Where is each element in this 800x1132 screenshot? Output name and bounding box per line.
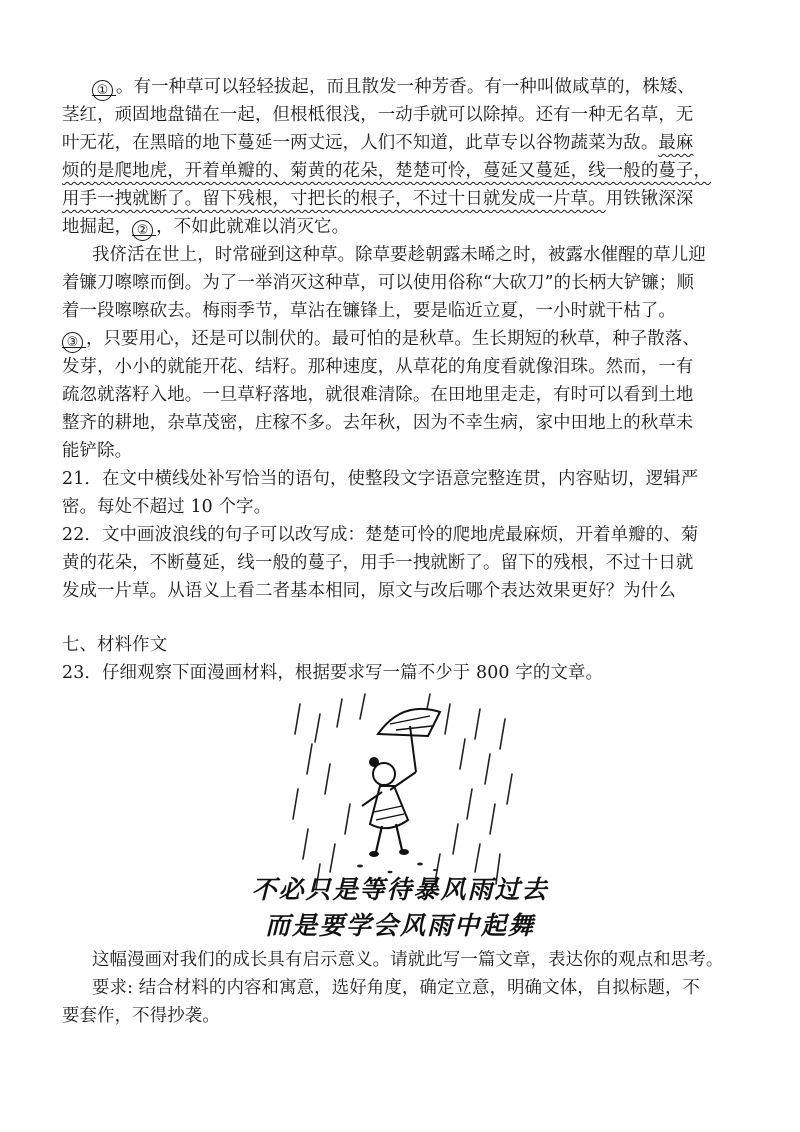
passage-p2-line4 xyxy=(62,326,752,353)
passage-p2-line2 xyxy=(62,270,752,297)
wavy-underlined-text: 烦的是爬地虎，开着单瓣的、菊黄的花朵，楚楚可怜，蔓延又蔓延，线一般的蔓子， xyxy=(62,161,712,181)
text: ，不如此就难以消灭它。 xyxy=(156,217,350,237)
text: 密。每处不超过 10 个字。 xyxy=(62,497,272,517)
wavy-underlined-text: 用手一拽就断了。留下残根，寸把长的根子，不过十日就发成一片草。 xyxy=(62,189,606,209)
text: 要套作，不得抄袭。 xyxy=(62,1006,220,1026)
text: 21．在文中横线处补写恰当的语句，使整段文字语意完整连贯，内容贴切，逻辑严 xyxy=(62,469,699,489)
text: ，只要用心，还是可以制伏的。最可怕的是秋草。生长期短的秋草，种子散落、 xyxy=(86,329,700,349)
blank-marker-1: ① xyxy=(92,80,113,101)
girl xyxy=(362,757,416,857)
text: 。有一种草可以轻轻拔起，而且散发一种芳香。有一种叫做咸草的，株矮、 xyxy=(116,77,695,97)
text: 七、材料作文 xyxy=(62,635,168,655)
passage-p1-line1 xyxy=(62,74,752,101)
text: 用铁锹深深 xyxy=(605,189,694,209)
passage-p2-line8 xyxy=(62,438,752,465)
text: 发芽，小小的就能开花、结籽。那种速度，从草花的角度看就像泪珠。然而，一有 xyxy=(62,357,694,377)
text: 22．文中画波浪线的句子可以改写成：楚楚可怜的爬地虎最麻烦，开着单瓣的、菊 xyxy=(62,525,699,545)
text: 疏忽就落籽入地。一旦草籽落地，就很难清除。在田地里走走，有时可以看到土地 xyxy=(62,385,694,405)
cartoon-girl-dancing-in-rain xyxy=(290,690,520,898)
text: 发成一片草。从语义上看二者基本相同，原文与改后哪个表达效果更好？为什么 xyxy=(62,581,676,601)
passage-p1-line2 xyxy=(62,102,752,129)
passage-p1-line4 xyxy=(62,158,752,185)
passage-p1-line6 xyxy=(62,214,752,241)
question-22-line3 xyxy=(62,578,752,605)
passage-p2-line3 xyxy=(62,298,752,325)
cartoon-caption-line2: 而是要学会风雨中起舞 xyxy=(264,911,535,940)
passage-p2-line6 xyxy=(62,382,752,409)
text: 我侪活在世上，时常碰到这种草。除草要趁朝露未晞之时，被露水催醒的草儿迎 xyxy=(92,245,706,265)
text: 着一段嚓嚓砍去。梅雨季节，草沾在镰锋上，要是临近立夏，一小时就干枯了。 xyxy=(62,301,676,321)
passage-p1-line3 xyxy=(62,130,752,157)
blank-marker-3: ③ xyxy=(62,332,83,353)
blank-2 xyxy=(132,217,156,236)
prompt-line1 xyxy=(62,947,752,974)
question-22-line1 xyxy=(62,522,752,549)
text: 整齐的耕地，杂草茂密，庄稼不多。去年秋，因为不幸生病，家中田地上的秋草未 xyxy=(62,413,694,433)
blank-marker-2: ② xyxy=(132,220,153,241)
blank-1 xyxy=(92,77,116,96)
question-21-line1 xyxy=(62,466,752,493)
blank-3 xyxy=(62,329,86,348)
text: 地掘起， xyxy=(62,217,133,237)
text: 茎红，顽固地盘锚在一起，但根柢很浅，一动手就可以除掉。还有一种无名草，无 xyxy=(62,105,694,125)
text: 黄的花朵，不断蔓延，线一般的蔓子，用手一拽就断了。留下的残根，不过十日就 xyxy=(62,553,694,573)
question-22-line2 xyxy=(62,550,752,577)
passage-p2-line1 xyxy=(62,242,752,269)
question-21-line2 xyxy=(62,494,752,521)
text: 这幅漫画对我们的成长具有启示意义。请就此写一篇文章，表达你的观点和思考。 xyxy=(92,950,724,970)
prompt-line2 xyxy=(62,975,752,1002)
text: 能铲除。 xyxy=(62,441,133,461)
prompt-line3 xyxy=(62,1003,752,1030)
passage-p1-line5 xyxy=(62,186,752,213)
section-7-heading xyxy=(62,632,752,659)
passage-p2-line5 xyxy=(62,354,752,381)
question-23 xyxy=(62,660,752,687)
passage-p2-line7 xyxy=(62,410,752,437)
wavy-underlined-text: 最麻 xyxy=(658,133,694,153)
text: 叶无花，在黑暗的地下蔓延一两丈远，人们不知道，此草专以谷物蔬菜为敌。 xyxy=(62,133,659,153)
text: 23．仔细观察下面漫画材料，根据要求写一篇不少于 800 字的文章。 xyxy=(62,663,604,683)
text: 着镰刀嚓嚓而倒。为了一举消灭这种草，可以使用俗称“大砍刀”的长柄大铲镰；顺 xyxy=(62,273,695,293)
cartoon-caption-line1: 不必只是等待暴风雨过去 xyxy=(251,875,549,904)
text: 要求: 结合材料的内容和寓意，选好角度，确定立意，明确文体，自拟标题，不 xyxy=(92,978,701,998)
